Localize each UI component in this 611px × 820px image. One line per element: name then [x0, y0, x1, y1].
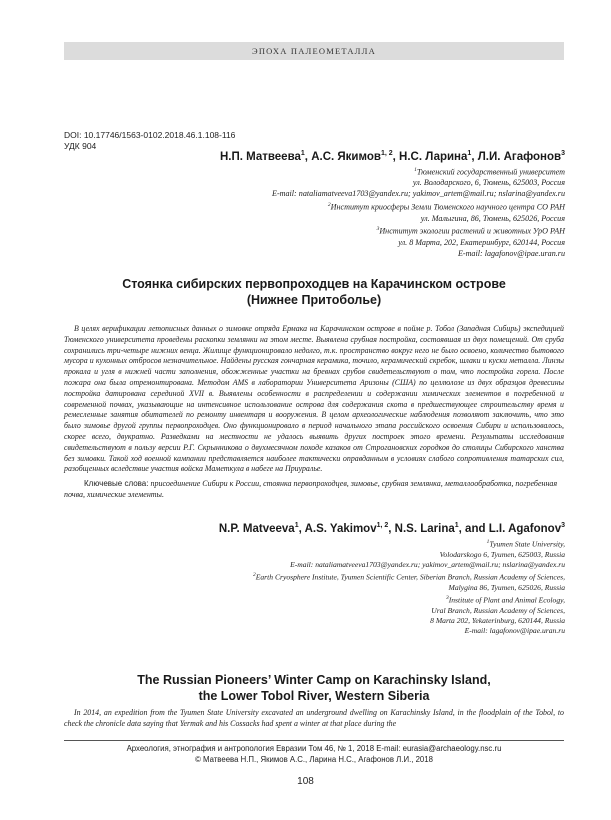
udk-line: УДК 904: [64, 141, 97, 151]
author-name: А.С. Якимов: [311, 150, 381, 163]
author-sup: 1, 2: [380, 150, 393, 157]
affiliation-line: Volodarskogo 6, Tyumen, 625003, Russia: [439, 549, 565, 559]
en-abstract: In 2014, an expedition from the Tyumen State University excavated an underground dwelling on Karachinsky Island, in the floodplain of the Tobol, to check the chronicle data saying that Yermak and his Cossacks had spent a winter at that place during the: [64, 708, 564, 728]
author-sup: 1: [294, 522, 299, 529]
journal-info: Археология, этнография и антропология Евразии Том 46, № 1, 2018 E-mail: eurasia@archaeology.nsc.ru: [126, 744, 502, 753]
author-name: N.P. Matveeva: [218, 522, 295, 535]
author-name: Л.И. Агафонов: [477, 150, 562, 163]
author-sup: 3: [561, 150, 565, 157]
ru-abstract: В целях верификации летописных данных о зимовке отряда Ермака на Карачинском острове в пойме р. Тобол (Западная Сибирь) экспедицией Тюменского университета проведены раскопки землянки на этом месте. Выявлена срубная постройка, состоявшая из двух помещений. От сруба сохранились три-четыре нижних венца. Жилище функционировало недолго, т.к. пространство вокруг него не было освоено, количество бытового мусора и кухонных отбросов незначительное. Найдены русская гончарная керамика, точило, керамический скребок, шлаки и куски металла. Линзы прокала и угля в нижней части заполнения, обожженные участки на бревнах срубов свидетельствуют о том, что постройка горела. После пожара она была отремонтирована. Методом AMS в лаборатории Университета Аризоны (США) по целлюлозе из двух образцов древесины постройка датирована серединой XVII в. Выявлены особенности в распределении и содержании химических элементов в погребенной и современной почвах, указывающие на интенсивное использование острова для содержания скота в предшествующее строительству время и ремесленные занятия обитателей по ремонту инвентаря и вооружения. В целом археологические наблюдения позволяют заключить, что это было зимовье другой группы первопроходцев. Оно функционировало в период начального этапа российского освоения Сибири и использовалось, скорее всего, двукратно. Разведками на местности не удалось выявить других построек этого времени. Результаты исследования свидетельствуют в пользу версии Р.Г. Скрынникова о двухмесячном походе казаков от Строгановских городков до столицы Сибирского ханства без зимовки. Такой ход военной кампании представляется наиболее тактически оправданным в условиях слабого сопротивления татарских сил, разобщенных вследствие участия войска Маметкула в набеге на Приуралье.: [64, 324, 564, 474]
affiliation-line: ул. Малыгина, 86, Тюмень, 625026, Россия: [420, 213, 565, 223]
doi-block: [64, 130, 235, 152]
affiliation-line: Ural Branch, Russian Academy of Sciences,: [431, 605, 565, 615]
affiliation-line: $^1$Tyumen State University,: [486, 539, 565, 549]
affiliation-line: $^2$Институт криосферы Земли Тюменского научного центра СО РАН: [327, 202, 565, 212]
keywords-label: Ключевые слова:: [84, 479, 149, 488]
affiliation-line: E-mail: nataliamatveeva1703@yandex.ru; yakimov_artem@mail.ru; nslarina@yandex.ru: [272, 189, 565, 199]
author-sup: 1: [467, 150, 472, 157]
ru-keywords: [64, 479, 564, 501]
page-number: 108: [297, 776, 314, 787]
affiliation-line: $^1$Тюменский государственный университет: [414, 167, 565, 177]
en-affiliations: [65, 537, 565, 636]
affiliation-line: ул. Володарского, 6, Тюмень, 625003, Россия: [412, 178, 565, 188]
affiliation-line: 8 Marta 202, Yekaterinburg, 620144, Russia: [430, 616, 565, 626]
section-header: ЭПОХА ПАЛЕОМЕТАЛЛА: [64, 42, 564, 60]
affiliation-line: E-mail: lagafonov@ipae.uran.ru: [457, 248, 565, 258]
affiliation-line: E-mail: lagafonov@ipae.uran.ru: [464, 626, 565, 636]
affiliation-line: $^3$Institute of Plant and Animal Ecology,: [445, 595, 565, 605]
keywords-text: присоединение Сибири к России, стоянка первопроходцев, зимовье, срубная землянка, металлообработка, погребенная почва, химические элементы.: [64, 479, 558, 499]
author-name: A.S. Yakimov: [304, 522, 377, 535]
author-sup: 1, 2: [376, 522, 389, 529]
ru-title: [64, 276, 564, 308]
affiliation-line: Malygina 86, Tyumen, 625026, Russia: [448, 582, 565, 592]
author-name: Н.С. Ларина: [399, 150, 468, 163]
copyright: © Матвеева Н.П., Якимов А.С., Ларина Н.С., Агафонов Л.И., 2018: [195, 755, 433, 764]
doi-line: DOI: 10.17746/1563-0102.2018.46.1.108-116: [64, 130, 236, 140]
en-title: [64, 672, 564, 704]
affiliation-line: ул. 8 Марта, 202, Екатеринбург, 620144, Россия: [398, 237, 565, 247]
author-sup: 3: [561, 522, 565, 529]
title-line: (Нижнее Притоболье): [246, 293, 382, 307]
title-line: the Lower Tobol River, Western Siberia: [198, 689, 430, 703]
ru-affiliations: [85, 165, 565, 259]
author-sup: 1: [454, 522, 459, 529]
title-line: The Russian Pioneers’ Winter Camp on Karachinsky Island,: [137, 673, 491, 687]
ru-authors: Н.П. Матвеева$^1$, А.С. Якимов$^{1, 2}$, Н.С. Ларина$^1$, Л.И. Агафонов$^3$: [219, 150, 565, 163]
author-name: Н.П. Матвеева: [219, 150, 301, 163]
author-sup: 1: [300, 150, 305, 157]
author-name: L.I. Agafonov: [488, 522, 562, 535]
author-name: N.S. Larina: [394, 522, 455, 535]
affiliation-line: $^2$Earth Cryosphere Institute, Tyumen Scientific Center, Siberian Branch, Russian Academy of Sciences,: [253, 572, 565, 582]
title-line: Стоянка сибирских первопроходцев на Карачинском острове: [122, 277, 506, 291]
footer-divider: [64, 740, 564, 741]
affiliation-line: E-mail: nataliamatveeva1703@yandex.ru; yakimov_artem@mail.ru; nslarina@yandex.ru: [290, 559, 565, 569]
en-authors: N.P. Matveeva$^1$, A.S. Yakimov$^{1, 2}$, N.S. Larina$^1$, and L.I. Agafonov$^3$: [218, 522, 565, 535]
affiliation-line: $^3$Институт экологии растений и животных УрО РАН: [376, 226, 565, 237]
